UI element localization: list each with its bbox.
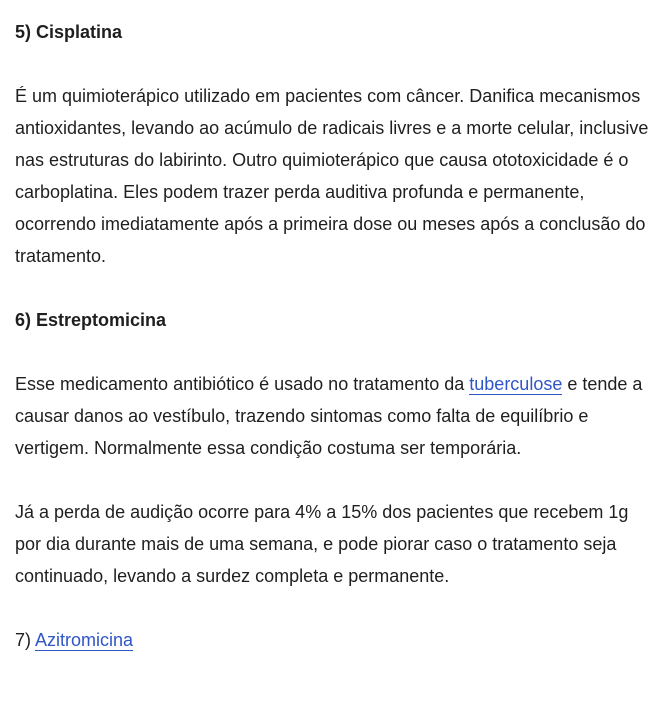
spacer bbox=[15, 336, 657, 368]
azitromicina-link[interactable]: Azitromicina bbox=[35, 630, 134, 650]
section-heading-estreptomicina: 6) Estreptomicina bbox=[15, 310, 167, 330]
spacer bbox=[15, 464, 657, 496]
paragraph-estreptomicina-1 bbox=[15, 368, 657, 464]
spacer bbox=[15, 272, 657, 304]
paragraph-text: Esse medicamento antibiótico é usado no tratamento da bbox=[15, 374, 470, 394]
paragraph-cisplatina: É um quimioterápico utilizado em pacientes com câncer. Danifica mecanismos antioxidantes, levando ao acúmulo de radicais livres e a morte celular, inclusive nas estruturas do labirinto. Outro quimioterápico que causa ototoxicidade é o carboplatina. Eles podem trazer perda auditiva profunda e permanente, ocorrendo imediatamente após a primeira dose ou meses após a conclusão do tratamento. bbox=[15, 86, 649, 266]
spacer bbox=[15, 48, 657, 80]
tuberculose-link[interactable]: tuberculose bbox=[469, 374, 563, 394]
spacer bbox=[15, 592, 657, 624]
section-heading-cisplatina: 5) Cisplatina bbox=[15, 22, 123, 42]
paragraph-estreptomicina-2: Já a perda de audição ocorre para 4% a 15% dos pacientes que recebem 1g por dia durante mais de uma semana, e pode piorar caso o tratamento seja continuado, levando a surdez completa e permanente. bbox=[15, 502, 629, 586]
section-number: 7) bbox=[15, 630, 36, 650]
section-heading-azitromicina bbox=[15, 624, 657, 656]
paragraph-text: e tende a causar danos ao vestíbulo, trazendo sintomas como falta de equilíbrio e vertigem. Normalmente essa condição costuma ser temporária. bbox=[15, 374, 643, 458]
